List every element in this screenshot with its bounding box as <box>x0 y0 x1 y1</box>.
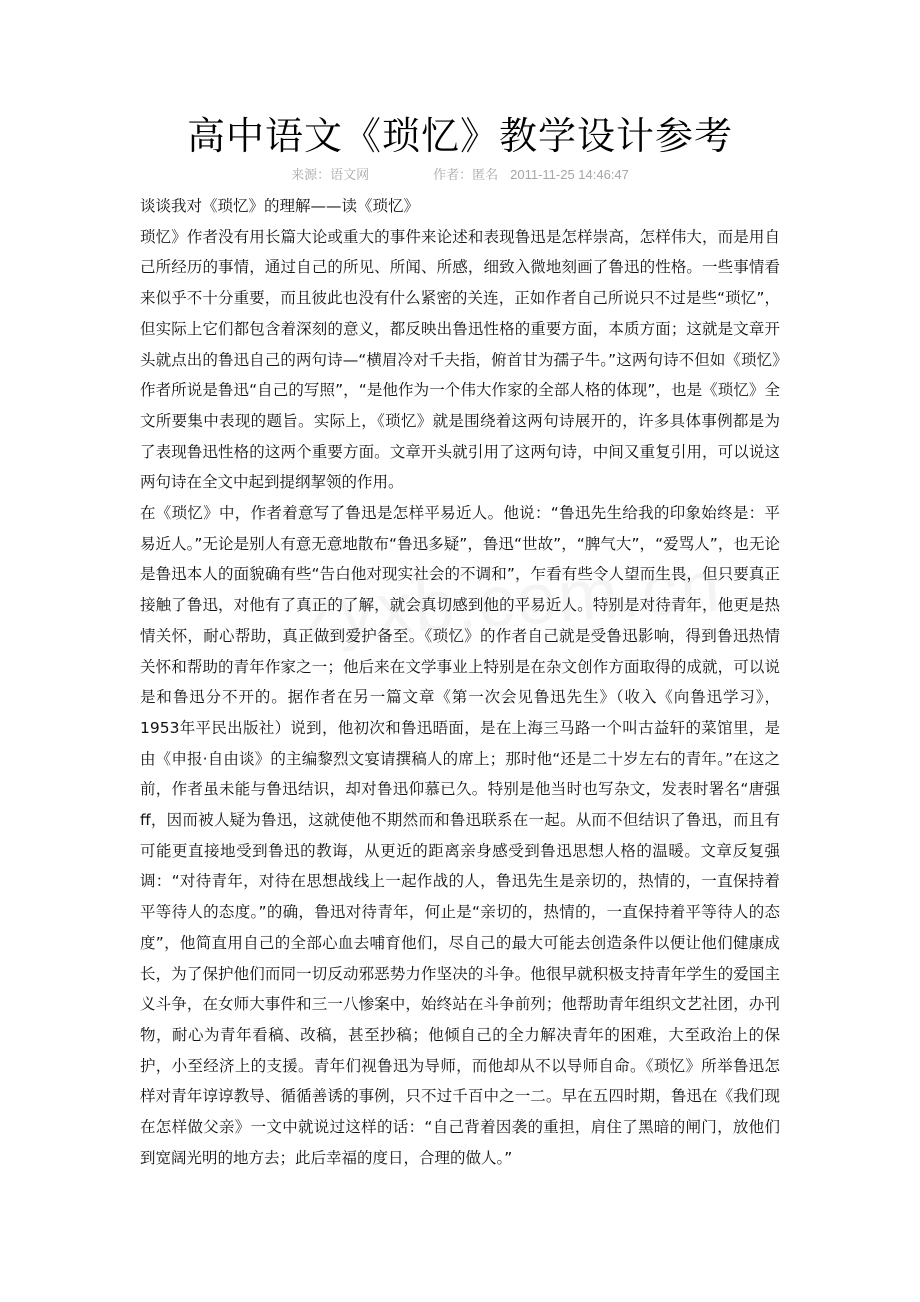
paragraph-heading: 谈谈我对《琐忆》的理解——读《琐忆》 <box>140 197 420 215</box>
document-title: 高中语文《琐忆》教学设计参考 <box>186 114 733 158</box>
document-body <box>140 191 780 1174</box>
source-label: 来源：语文网 <box>291 167 370 182</box>
paragraph: 在《琐忆》中，作者着意写了鲁迅是怎样平易近人。他说：“鲁迅先生给我的印象始终是：平易近人。”无论是别人有意无意地散布“鲁迅多疑”，鲁迅“世故”，“脾气大”，“爱骂人”，也无论是鲁迅本人的面貌确有些“告白他对现实社会的不调和”，乍看有些令人望而生畏，但只要真正接触了鲁迅，对他有了真正的了解，就会真切感到他的平易近人。特别是对待青年，他更是热情关怀，耐心帮助，真正做到爱护备至。《琐忆》的作者自己就是受鲁迅影响，得到鲁迅热情关怀和帮助的青年作家之一；他后来在文学事业上特别是在杂文创作方面取得的成就，可以说是和鲁迅分不开的。据作者在另一篇文章《第一次会见鲁迅先生》（收入《向鲁迅学习》，1953年平民出版社）说到，他初次和鲁迅晤面，是在上海三马路一个叫古益轩的菜馆里，是由《申报·自由谈》的主编黎烈文宴请撰稿人的席上；那时他“还是二十岁左右的青年。”在这之前，作者虽未能与鲁迅结识，却对鲁迅仰慕已久。特别是他当时也写杂文，发表时署名“唐强 ff，因而被人疑为鲁迅，这就使他不期然而和鲁迅联系在一起。从而不但结识了鲁迅，而且有可能更直接地受到鲁迅的教诲，从更近的距离亲身感受到鲁迅思想人格的温暖。文章反复强调：“对待青年，对待在思想战线上一起作战的人，鲁迅先生是亲切的，热情的，一直保持着平等待人的态度。”的确，鲁迅对待青年，何止是“亲切的，热情的，一直保持着平等待人的态度”，他简直用自己的全部心血去哺育他们，尽自己的最大可能去创造条件以便让他们健康成长，为了保护他们而同一切反动邪恶势力作坚决的斗争。他很早就积极支持青年学生的爱国主义斗争，在女师大事件和三一八惨案中，始终站在斗争前列；他帮助青年组织文艺社团，办刊物，耐心为青年看稿、改稿，甚至抄稿；他倾自己的全力解决青年的困难，大至政治上的保护，小至经济上的支援。青年们视鲁迅为导师，而他却从不以导师自命。《琐忆》所举鲁迅怎样对青年谆谆教导、循循善诱的事例，只不过千百中之一二。早在五四时期，鲁迅在《我们现在怎样做父亲》一文中就说过这样的话：“自己背着因袭的重担，肩住了黑暗的闸门，放他们到宽阔光明的地方去；此后幸福的度日，合理的做人。” <box>140 504 780 1167</box>
author-label: 作者：匿名 <box>433 167 499 182</box>
paragraph: 琐忆》作者没有用长篇大论或重大的事件来论述和表现鲁迅是怎样崇高，怎样伟大，而是用自己所经历的事情，通过自己的所见、所闻、所感，细致入微地刻画了鲁迅的性格。一些事情看来似乎不十分重要，而且彼此也没有什么紧密的关连，正如作者自己所说只不过是些“琐忆”，但实际上它们都包含着深刻的意义，都反映出鲁迅性格的重要方面，本质方面；这就是文章开头就点出的鲁迅自己的两句诗—“横眉冷对千夫指，俯首甘为孺子牛。”这两句诗不但如《琐忆》作者所说是鲁迅“自己的写照”，“是他作为一个伟大作家的全部人格的体现”，也是《琐忆》全文所要集中表现的题旨。实际上，《琐忆》就是围绕着这两句诗展开的，许多具体事例都是为了表现鲁迅性格的这两个重要方面。文章开头就引用了这两句诗，中间又重复引用，可以说这两句诗在全文中起到提纲挈领的作用。 <box>140 227 780 492</box>
document-meta <box>0 165 920 185</box>
datetime-label: 2011-11-25 14:46:47 <box>510 167 629 182</box>
